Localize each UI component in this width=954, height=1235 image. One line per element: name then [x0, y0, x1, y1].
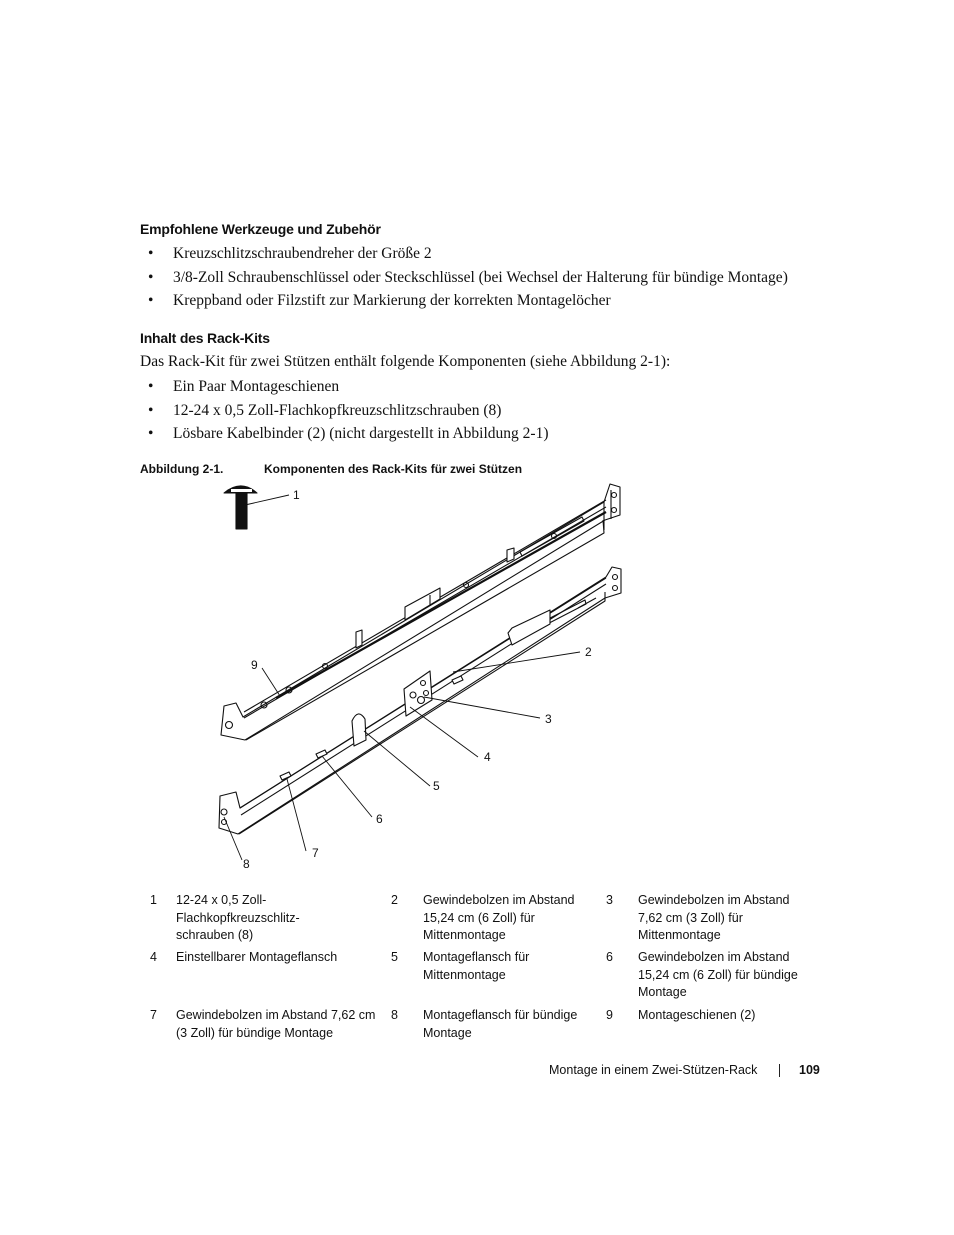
callout-7: 7 — [312, 846, 319, 860]
bullet-icon: • — [148, 425, 154, 442]
list-item: • Kreuzschlitzschraubendreher der Größe 2 — [140, 243, 788, 267]
screw-icon — [224, 486, 257, 529]
list-item: • Lösbare Kabelbinder (2) (nicht dargestellt in Abbildung 2-1) — [140, 423, 549, 447]
list-item: • Kreppband oder Filzstift zur Markierung der korrekten Montagelöcher — [140, 290, 788, 314]
bullet-icon: • — [148, 245, 154, 262]
page-number: 109 — [799, 1063, 820, 1077]
bullet-icon: • — [148, 268, 154, 286]
footer-divider — [779, 1064, 780, 1077]
list-item: • 3/8-Zoll Schraubenschlüssel oder Steckschlüssel (bei Wechsel der Halterung für bündige Montage) — [140, 267, 788, 291]
figure-title: Komponenten des Rack-Kits für zwei Stützen — [264, 462, 523, 476]
bullet-icon: • — [148, 292, 154, 309]
bullet-icon: • — [148, 401, 154, 419]
callout-6: 6 — [376, 812, 383, 826]
bullet-icon: • — [148, 378, 154, 395]
callout-8: 8 — [243, 857, 250, 871]
kit-intro: Das Rack-Kit für zwei Stützen enthält folgende Komponenten (siehe Abbildung 2-1): — [140, 353, 671, 370]
list-item: • Ein Paar Montageschienen — [140, 376, 549, 400]
callout-2: 2 — [585, 645, 592, 659]
callout-4: 4 — [484, 750, 491, 764]
section-heading-kit: Inhalt des Rack-Kits — [140, 330, 270, 346]
callout-3: 3 — [545, 712, 552, 726]
figure-number: Abbildung 2-1. — [140, 462, 224, 476]
callout-9: 9 — [251, 658, 258, 672]
footer-chapter-title: Montage in einem Zwei-Stützen-Rack — [549, 1063, 758, 1077]
callout-1: 1 — [293, 488, 300, 502]
list-item: • 12-24 x 0,5 Zoll-Flachkopfkreuzschlitzschrauben (8) — [140, 400, 549, 424]
section-heading-tools: Empfohlene Werkzeuge und Zubehör — [140, 221, 381, 237]
callout-5: 5 — [433, 779, 440, 793]
